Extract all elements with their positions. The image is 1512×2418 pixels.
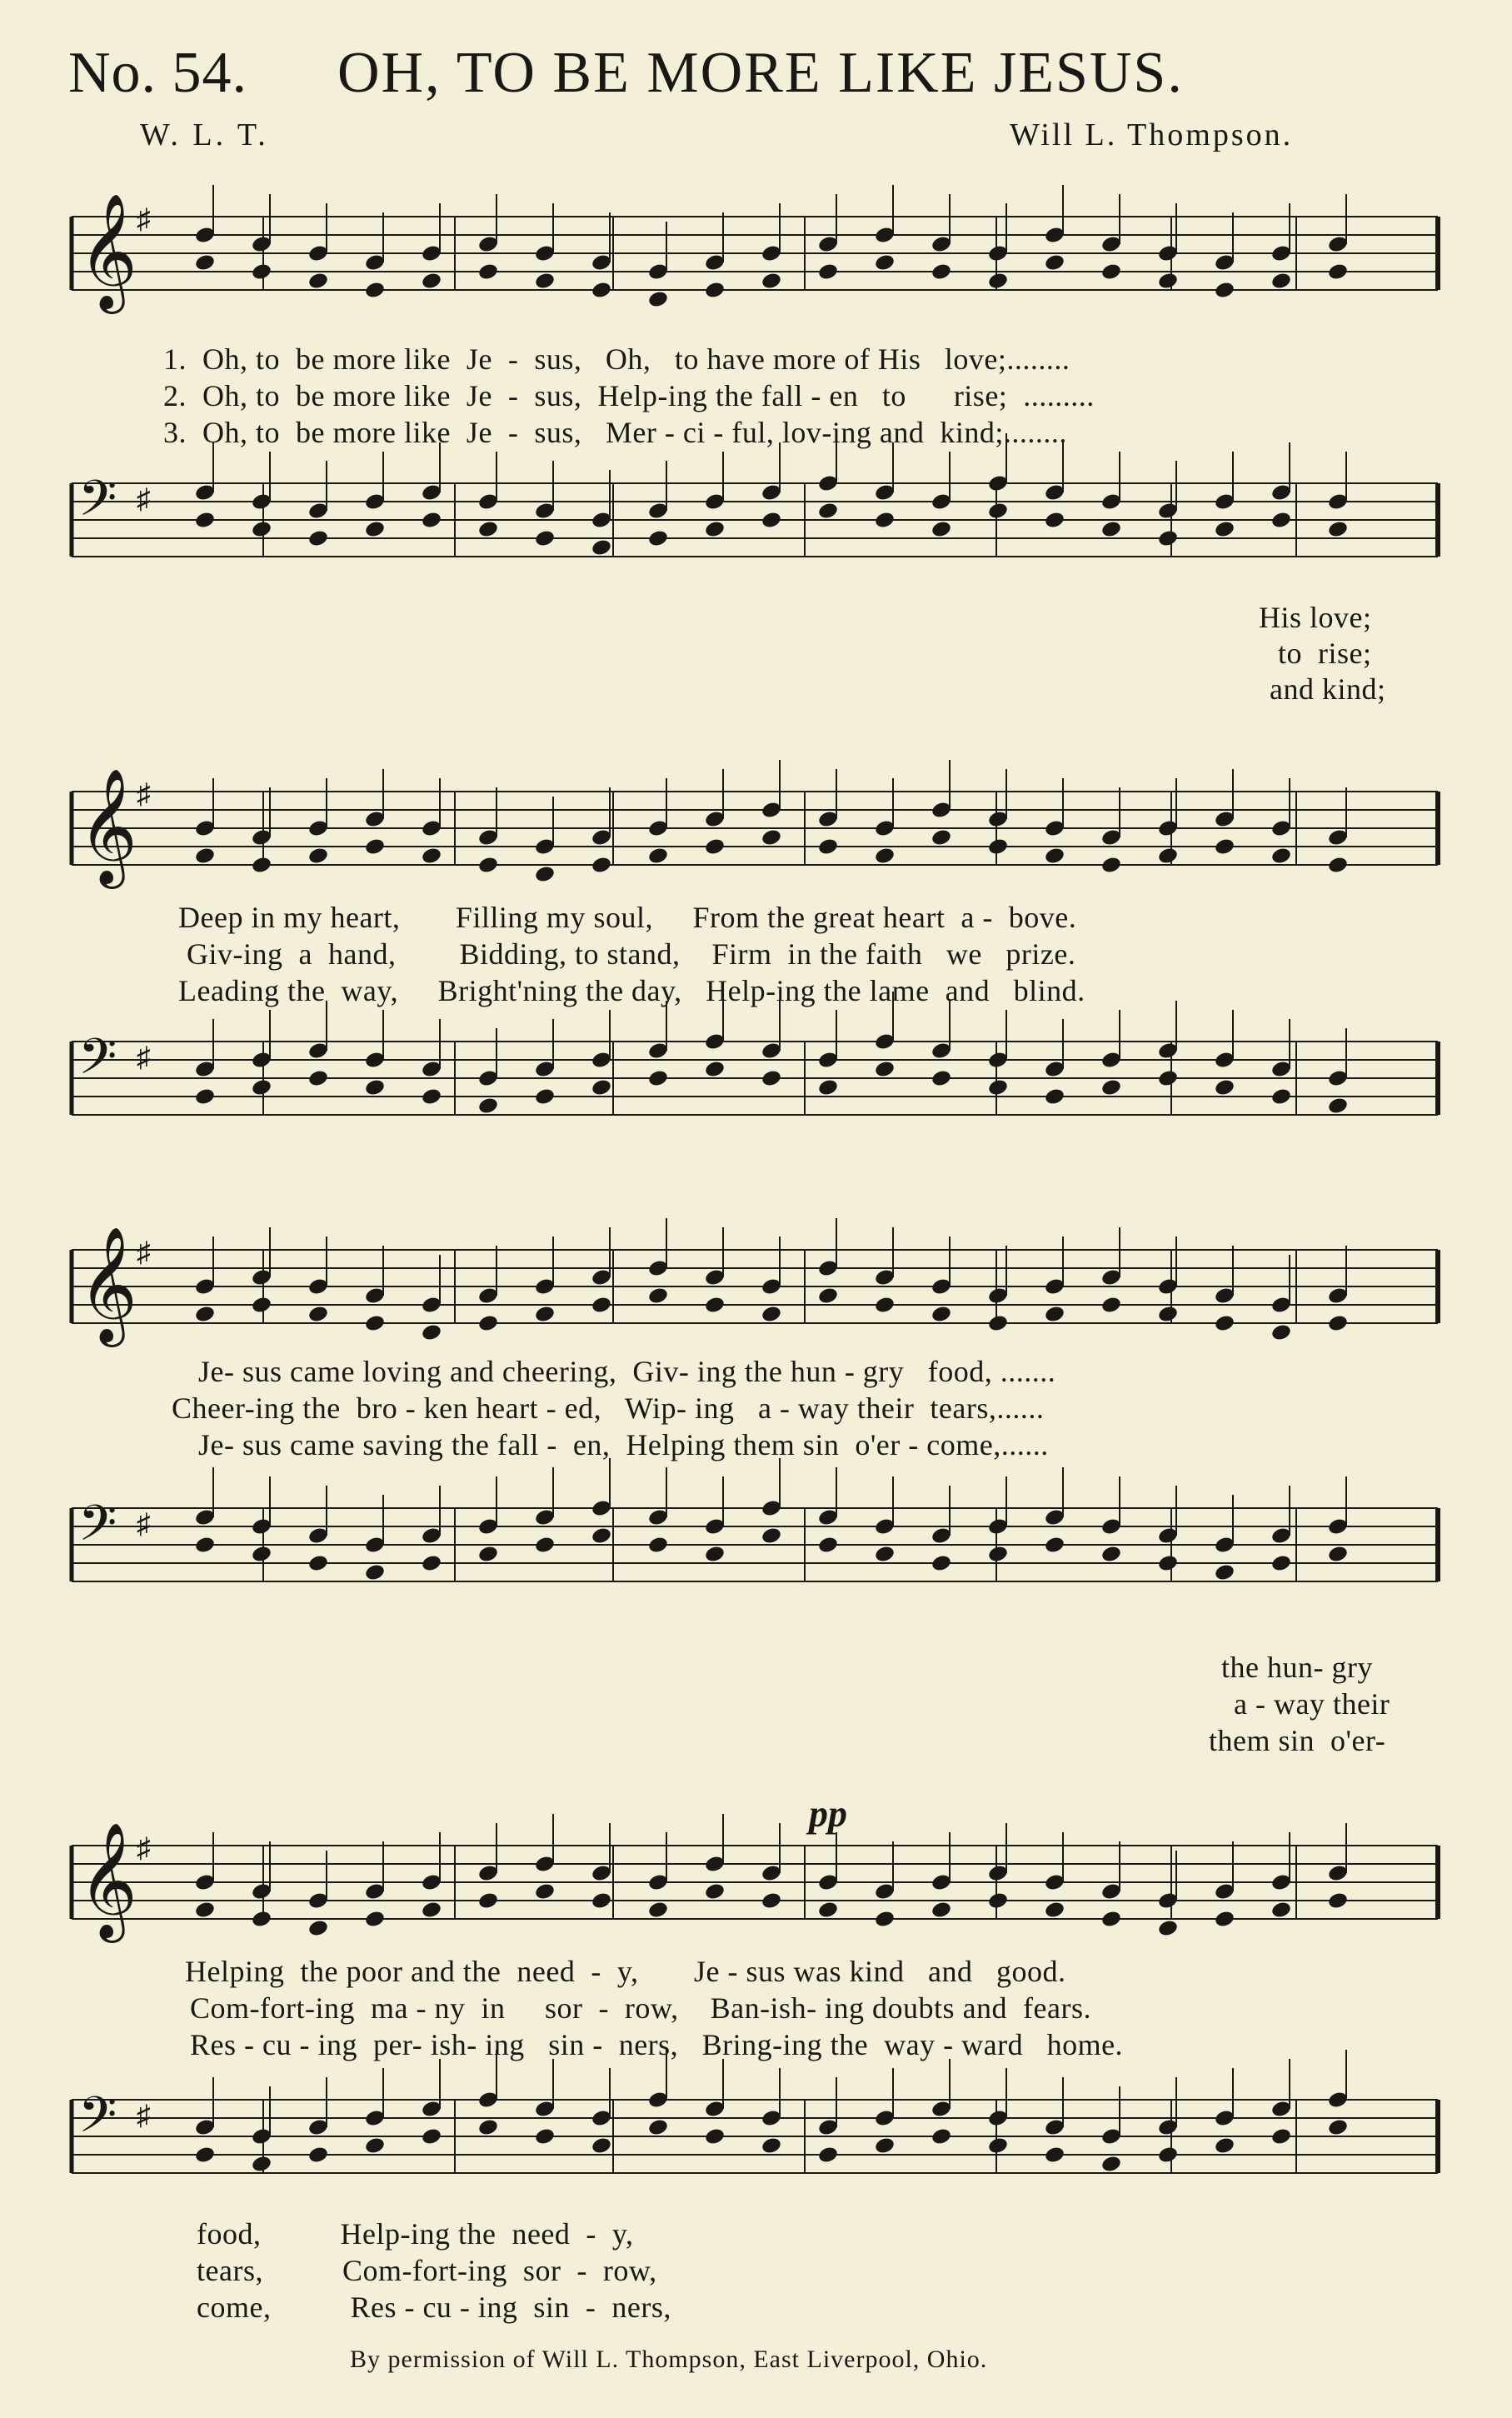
sharp-icon: ♯ (137, 484, 151, 515)
note-head (1327, 1314, 1349, 1333)
bass-staff-3 (72, 1475, 1446, 1641)
lyric-verse-1: Deep in my heart, Filling my soul, From the great heart a - bove. (178, 901, 1077, 934)
note-head (307, 1069, 329, 1088)
note-head (1044, 1087, 1065, 1107)
note-head (931, 1554, 952, 1573)
note-head (647, 2118, 669, 2137)
note-head (987, 1545, 1009, 1564)
copyright-footer: By permission of Will L. Thompson, East Liverpool, Ohio. (350, 2346, 988, 2373)
note-head (761, 1305, 782, 1324)
note-head (647, 1536, 669, 1555)
note-head (1157, 1919, 1179, 1938)
note-head (647, 529, 669, 548)
bass-lyric-1: His love; (1259, 601, 1372, 634)
note-head (421, 511, 442, 530)
note-head (194, 1901, 216, 1920)
note-head (421, 2127, 442, 2146)
note-head (591, 1526, 612, 1546)
note-head (987, 2136, 1009, 2156)
note-head (704, 2127, 726, 2146)
note-head (591, 281, 612, 300)
note-head (1270, 272, 1292, 291)
note-head (1214, 281, 1235, 300)
note-head (364, 520, 386, 539)
note-head (874, 1060, 896, 1079)
note-head (307, 1919, 329, 1938)
hymn-number: No. 54. (68, 41, 248, 105)
note-head (1214, 520, 1235, 539)
sharp-icon: ♯ (137, 2101, 151, 2131)
note-head (534, 1536, 556, 1555)
note-head (704, 1882, 726, 1901)
note-head (477, 1314, 499, 1333)
note-head (1270, 1901, 1292, 1920)
lyric-verse-2: Cheer-ing the bro - ken heart - ed, Wip- ing a - way their tears,...... (172, 1391, 1045, 1425)
note-head (364, 281, 386, 300)
note-head (534, 272, 556, 291)
note-head (761, 1891, 782, 1911)
sharp-icon: ♯ (137, 1509, 151, 1540)
lyric-verse-2: 2. Oh, to be more like Je - sus, Help-ing the fall - en to rise; ......... (163, 379, 1095, 412)
note-head (817, 1901, 839, 1920)
note-head (647, 847, 669, 866)
note-head (477, 856, 499, 875)
note-head (477, 1545, 499, 1564)
note-head (534, 865, 556, 884)
note-head (1327, 1545, 1349, 1564)
note-head (1270, 847, 1292, 866)
lyricist-credit: W. L. T. (140, 117, 269, 152)
note-head (987, 1891, 1009, 1911)
note-head (194, 1536, 216, 1555)
dynamic-marking: pp (809, 1792, 847, 1835)
note-head (1214, 1314, 1235, 1333)
bass-clef-icon: 𝄢 (78, 469, 117, 539)
note-head (534, 1882, 556, 1901)
note-head (874, 1545, 896, 1564)
treble-clef-icon: 𝄞 (78, 1226, 137, 1342)
note-head (1100, 520, 1122, 539)
bass-clef-icon: 𝄢 (78, 1494, 117, 1564)
note-head (1044, 1901, 1065, 1920)
bass-lyric-3: them sin o'er- (1209, 1724, 1386, 1757)
bass-lyric-1: the hun- gry (1221, 1651, 1373, 1684)
note-head (251, 856, 272, 875)
note-head (704, 520, 726, 539)
note-head (307, 529, 329, 548)
note-head (364, 1078, 386, 1097)
note-head (1327, 856, 1349, 875)
treble-clef-icon: 𝄞 (78, 1822, 137, 1938)
note-head (591, 1891, 612, 1911)
note-head (817, 262, 839, 282)
note-head (761, 272, 782, 291)
note-head (477, 1097, 499, 1116)
note-head (477, 262, 499, 282)
note-head (1214, 1563, 1235, 1582)
bass-lyric-2: to rise; (1278, 637, 1372, 670)
note-head (1044, 511, 1065, 530)
note-head (477, 520, 499, 539)
note-head (931, 1069, 952, 1088)
note-head (874, 511, 896, 530)
note-head (1157, 529, 1179, 548)
bass-lyric-3: come, Res - cu - ing sin - ners, (197, 2291, 671, 2324)
note-head (1157, 1069, 1179, 1088)
note-head (987, 1314, 1009, 1333)
note-head (761, 1526, 782, 1546)
music-system-1 (72, 167, 1446, 717)
note-head (1157, 272, 1179, 291)
note-head (251, 1078, 272, 1097)
note-head (421, 1087, 442, 1107)
note-head (251, 1910, 272, 1929)
bass-clef-icon: 𝄢 (78, 1027, 117, 1097)
note-head (194, 1087, 216, 1107)
note-head (1100, 2155, 1122, 2174)
note-head (591, 1296, 612, 1315)
composer-credit: Will L. Thompson. (1010, 117, 1294, 152)
note-head (761, 828, 782, 847)
note-head (421, 1554, 442, 1573)
music-system-2 (72, 742, 1446, 1142)
note-head (1270, 2127, 1292, 2146)
note-head (251, 262, 272, 282)
music-system-3 (72, 1200, 1446, 1766)
sharp-icon: ♯ (137, 1237, 151, 1268)
bass-clef-icon: 𝄢 (78, 2086, 117, 2156)
note-head (1270, 1087, 1292, 1107)
note-head (647, 290, 669, 309)
note-head (1270, 1554, 1292, 1573)
note-head (647, 1069, 669, 1088)
note-head (591, 1078, 612, 1097)
note-head (534, 1305, 556, 1324)
lyric-verse-3: Leading the way, Bright'ning the day, Help-ing the lame and blind. (178, 974, 1085, 1007)
note-head (194, 847, 216, 866)
note-head (1157, 2146, 1179, 2165)
note-head (307, 1305, 329, 1324)
lyric-verse-1: 1. Oh, to be more like Je - sus, Oh, to have more of His love;........ (163, 342, 1070, 376)
note-head (1214, 2136, 1235, 2156)
note-head (1157, 847, 1179, 866)
note-head (1214, 1910, 1235, 1929)
bass-lyric-2: tears, Com-fort-ing sor - row, (197, 2254, 657, 2287)
note-head (1044, 2146, 1065, 2165)
note-head (1044, 253, 1065, 272)
note-head (1044, 1536, 1065, 1555)
lyric-verse-2: Com-fort-ing ma - ny in sor - row, Ban-ish- ing doubts and fears. (190, 1991, 1091, 2025)
note-head (364, 837, 386, 857)
note-head (1157, 1305, 1179, 1324)
note-head (307, 1554, 329, 1573)
note-head (251, 2155, 272, 2174)
music-system-4 (72, 1791, 1446, 2325)
note-head (817, 837, 839, 857)
bass-staff-4 (72, 2066, 1446, 2233)
note-head (647, 1901, 669, 1920)
note-head (194, 511, 216, 530)
note-head (534, 2127, 556, 2146)
bass-staff-1 (72, 450, 1446, 617)
note-head (1044, 1305, 1065, 1324)
note-head (817, 2146, 839, 2165)
note-head (194, 253, 216, 272)
note-head (817, 1078, 839, 1097)
note-head (1327, 1891, 1349, 1911)
note-head (874, 2136, 896, 2156)
note-head (1270, 1323, 1292, 1342)
lyric-verse-1: Je- sus came loving and cheering, Giv- ing the hun - gry food, ....... (198, 1355, 1056, 1388)
note-head (761, 511, 782, 530)
note-head (1100, 1910, 1122, 1929)
note-head (1327, 520, 1349, 539)
note-head (761, 1069, 782, 1088)
note-head (931, 262, 952, 282)
treble-staff-1 (72, 183, 1446, 350)
note-head (364, 1314, 386, 1333)
sharp-icon: ♯ (137, 204, 151, 235)
note-head (817, 502, 839, 521)
note-head (1044, 847, 1065, 866)
sharp-icon: ♯ (137, 1833, 151, 1864)
note-head (194, 1305, 216, 1324)
note-head (704, 1060, 726, 1079)
note-head (364, 1910, 386, 1929)
note-head (1327, 2118, 1349, 2137)
bass-lyric-2: a - way their (1234, 1687, 1390, 1721)
note-head (1100, 1078, 1122, 1097)
hymn-title: OH, TO BE MORE LIKE JESUS. (337, 41, 1184, 105)
note-head (1100, 1296, 1122, 1315)
note-head (817, 1286, 839, 1306)
note-head (1214, 837, 1235, 857)
note-head (421, 1901, 442, 1920)
note-head (1214, 1078, 1235, 1097)
note-head (817, 1536, 839, 1555)
note-head (421, 847, 442, 866)
note-head (647, 1286, 669, 1306)
note-head (874, 1910, 896, 1929)
bass-lyric-1: food, Help-ing the need - y, (197, 2217, 634, 2251)
note-head (761, 2136, 782, 2156)
lyric-verse-2: Giv-ing a hand, Bidding, to stand, Firm in the faith we prize. (187, 937, 1076, 971)
sharp-icon: ♯ (137, 779, 151, 810)
sharp-icon: ♯ (137, 1042, 151, 1073)
note-head (874, 1296, 896, 1315)
lyric-verse-3: Res - cu - ing per- ish- ing sin - ners, Bring-ing the way - ward home. (190, 2028, 1124, 2061)
note-head (194, 2146, 216, 2165)
note-head (1100, 1545, 1122, 1564)
treble-clef-icon: 𝄞 (78, 768, 137, 884)
treble-clef-icon: 𝄞 (78, 193, 137, 309)
note-head (1327, 262, 1349, 282)
lyric-verse-3: 3. Oh, to be more like Je - sus, Mer - ci - ful, lov-ing and kind;........ (163, 416, 1067, 449)
note-head (987, 837, 1009, 857)
lyric-verse-3: Je- sus came saving the fall - en, Helping them sin o'er - come,...... (198, 1428, 1049, 1461)
note-head (704, 1296, 726, 1315)
note-head (987, 1078, 1009, 1097)
note-head (931, 2127, 952, 2146)
note-head (591, 2136, 612, 2156)
note-head (421, 1323, 442, 1342)
note-head (931, 520, 952, 539)
note-head (1100, 262, 1122, 282)
note-head (477, 2118, 499, 2137)
note-head (987, 502, 1009, 521)
note-head (1270, 511, 1292, 530)
note-head (364, 1563, 386, 1582)
note-head (477, 1891, 499, 1911)
note-head (987, 272, 1009, 291)
note-head (704, 1545, 726, 1564)
bass-staff-2 (72, 1008, 1446, 1175)
note-head (874, 253, 896, 272)
note-head (1327, 1097, 1349, 1116)
note-head (1100, 856, 1122, 875)
note-head (307, 2146, 329, 2165)
note-head (591, 856, 612, 875)
lyric-verse-1: Helping the poor and the need - y, Je - sus was kind and good. (185, 1955, 1066, 1988)
note-head (704, 837, 726, 857)
note-head (307, 847, 329, 866)
note-head (251, 520, 272, 539)
note-head (534, 529, 556, 548)
bass-lyric-3: and kind; (1270, 672, 1386, 706)
note-head (874, 847, 896, 866)
note-head (931, 1901, 952, 1920)
note-head (591, 538, 612, 557)
note-head (251, 1545, 272, 1564)
note-head (364, 2136, 386, 2156)
note-head (307, 272, 329, 291)
note-head (421, 272, 442, 291)
note-head (251, 1296, 272, 1315)
note-head (931, 828, 952, 847)
note-head (931, 1305, 952, 1324)
note-head (704, 281, 726, 300)
note-head (534, 1087, 556, 1107)
note-head (1157, 1554, 1179, 1573)
